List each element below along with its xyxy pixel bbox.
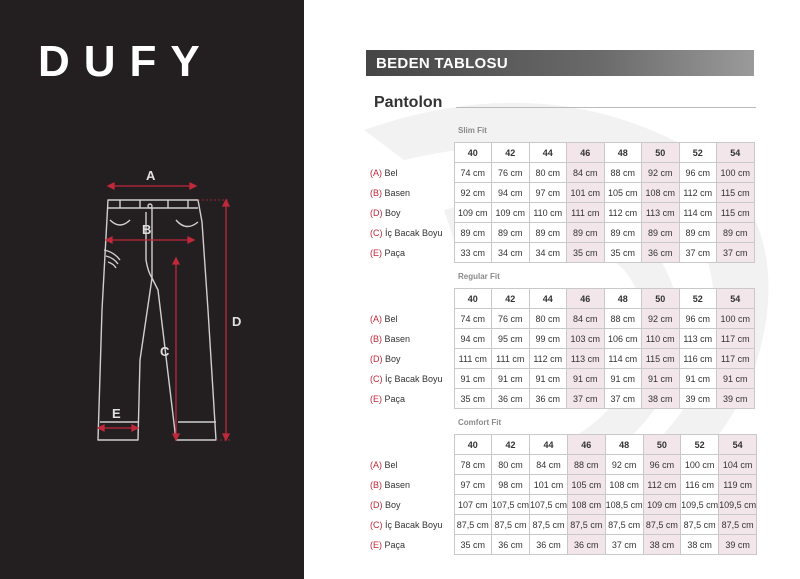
measure-key: (A) [370,167,382,178]
table-cell: 109,5 cm [719,495,757,515]
table-cell: 36 cm [530,535,568,555]
table-cell: 91 cm [604,369,642,389]
table-cell: 88 cm [604,309,642,329]
size-header-cell: 50 [642,143,680,163]
table-cell: 80 cm [529,309,567,329]
table-cell: 34 cm [492,243,530,263]
size-header-cell: 48 [604,289,642,309]
table-cell: 116 cm [681,475,719,495]
label-a: A [146,168,156,183]
label-d: D [232,314,242,329]
measure-key: (B) [370,479,382,490]
size-header-cell: 46 [568,435,606,455]
measure-label [366,495,454,515]
table-cell: 92 cm [642,309,680,329]
table-cell: 97 cm [529,183,567,203]
table-cell: 94 cm [454,329,492,349]
table-row [366,243,754,263]
measure-name: Paça [384,393,406,404]
table-row [366,389,754,409]
table-row [366,329,754,349]
left-panel [0,0,304,579]
table-cell: 107 cm [454,495,492,515]
size-header-cell: 46 [567,143,605,163]
table-cell: 109,5 cm [681,495,719,515]
table-cell: 89 cm [529,223,567,243]
table-cell: 39 cm [719,535,757,555]
header-corner [366,435,454,455]
table-cell: 35 cm [454,535,492,555]
size-header-cell: 50 [642,289,680,309]
table-cell: 113 cm [679,329,717,349]
table-cell: 112 cm [604,203,642,223]
page-title: BEDEN TABLOSU [376,55,508,72]
table-row [366,163,754,183]
size-header-cell: 44 [529,289,567,309]
measure-label [366,455,454,475]
table-cell: 84 cm [530,455,568,475]
table-cell: 113 cm [567,349,605,369]
size-header-cell: 48 [604,143,642,163]
table-cell: 108 cm [568,495,606,515]
table-cell: 103 cm [567,329,605,349]
table-cell: 38 cm [681,535,719,555]
table-cell: 80 cm [529,163,567,183]
measure-label [366,535,454,555]
measure-name: Basen [384,333,411,344]
table-cell: 108 cm [642,183,680,203]
table-cell: 110 cm [529,203,567,223]
table-cell: 91 cm [567,369,605,389]
measure-name: Bel [384,459,398,470]
measure-key: (D) [370,499,383,510]
header-corner [366,143,454,163]
table-cell: 34 cm [529,243,567,263]
table-cell: 89 cm [642,223,680,243]
table-row [366,309,754,329]
table-cell: 89 cm [454,223,492,243]
table-cell: 109 cm [643,495,681,515]
table-cell: 39 cm [679,389,717,409]
table-cell: 36 cm [568,535,606,555]
size-chart-area [304,0,800,579]
size-header-row [366,289,754,309]
table-cell: 36 cm [642,243,680,263]
table-cell: 84 cm [567,309,605,329]
measure-label [366,475,454,495]
size-table [366,142,755,263]
table-cell: 115 cm [717,203,755,223]
size-header-cell: 48 [605,435,643,455]
measure-name: Bel [384,313,398,324]
trousers-outline-icon [98,200,216,440]
table-cell: 107,5 cm [492,495,530,515]
table-cell: 89 cm [604,223,642,243]
table-cell: 87,5 cm [530,515,568,535]
brand-logo: DUFY [38,37,214,86]
fit-label: Slim Fit [458,126,487,135]
table-cell: 96 cm [643,455,681,475]
table-cell: 91 cm [492,369,530,389]
table-cell: 94 cm [492,183,530,203]
label-e: E [112,406,121,421]
size-header-cell: 40 [454,143,492,163]
table-cell: 88 cm [604,163,642,183]
table-cell: 87,5 cm [719,515,757,535]
size-header-cell: 42 [492,143,530,163]
table-cell: 87,5 cm [454,515,492,535]
fit-label: Regular Fit [458,272,500,281]
table-cell: 87,5 cm [605,515,643,535]
table-row [366,495,757,515]
table-cell: 89 cm [492,223,530,243]
measure-label [366,349,454,369]
size-header-cell: 44 [529,143,567,163]
table-row [366,369,754,389]
table-cell: 97 cm [454,475,492,495]
table-cell: 36 cm [492,389,530,409]
table-cell: 92 cm [605,455,643,475]
table-cell: 106 cm [604,329,642,349]
table-cell: 92 cm [454,183,492,203]
measure-name: İç Bacak Boyu [385,519,443,530]
table-cell: 109 cm [454,203,492,223]
table-row [366,535,757,555]
table-cell: 116 cm [679,349,717,369]
title-bar [366,50,754,76]
table-cell: 87,5 cm [492,515,530,535]
size-header-cell: 52 [681,435,719,455]
size-header-cell: 54 [719,435,757,455]
table-cell: 101 cm [567,183,605,203]
table-cell: 74 cm [454,163,492,183]
table-cell: 105 cm [568,475,606,495]
size-header-cell: 50 [643,435,681,455]
measure-key: (C) [370,519,383,530]
size-header-row [366,435,757,455]
table-cell: 111 cm [492,349,530,369]
size-table [366,434,757,555]
subtitle-divider [456,107,756,108]
table-row [366,455,757,475]
table-cell: 35 cm [604,243,642,263]
table-cell: 76 cm [492,309,530,329]
size-header-cell: 46 [567,289,605,309]
table-cell: 96 cm [679,163,717,183]
measure-name: Paça [384,539,406,550]
size-header-cell: 54 [717,289,755,309]
measure-key: (E) [370,539,382,550]
table-row [366,223,754,243]
measure-key: (C) [370,373,383,384]
measure-label [366,309,454,329]
measure-name: İç Bacak Boyu [385,373,443,384]
table-cell: 112 cm [643,475,681,495]
measure-key: (A) [370,313,382,324]
table-cell: 38 cm [642,389,680,409]
table-cell: 87,5 cm [681,515,719,535]
measure-key: (E) [370,393,382,404]
header-corner [366,289,454,309]
table-cell: 84 cm [567,163,605,183]
measure-key: (D) [370,353,383,364]
table-cell: 100 cm [717,309,755,329]
table-cell: 35 cm [567,243,605,263]
table-cell: 104 cm [719,455,757,475]
table-row [366,183,754,203]
table-cell: 100 cm [717,163,755,183]
size-header-row [366,143,754,163]
table-cell: 109 cm [492,203,530,223]
table-cell: 36 cm [492,535,530,555]
table-cell: 76 cm [492,163,530,183]
measure-key: (D) [370,207,383,218]
size-header-cell: 40 [454,289,492,309]
size-header-cell: 54 [717,143,755,163]
trousers-diagram [80,160,280,460]
measure-name: İç Bacak Boyu [385,227,443,238]
table-cell: 87,5 cm [568,515,606,535]
measure-key: (A) [370,459,382,470]
table-cell: 80 cm [492,455,530,475]
size-header-cell: 52 [679,143,717,163]
measure-key: (B) [370,187,382,198]
measure-name: Boy [385,353,401,364]
measure-label [366,515,454,535]
table-cell: 117 cm [717,349,755,369]
table-cell: 91 cm [642,369,680,389]
table-row [366,203,754,223]
table-cell: 107,5 cm [530,495,568,515]
table-cell: 39 cm [717,389,755,409]
table-row [366,475,757,495]
table-cell: 38 cm [643,535,681,555]
table-cell: 114 cm [604,349,642,369]
table-cell: 96 cm [679,309,717,329]
measure-label [366,329,454,349]
table-cell: 37 cm [605,535,643,555]
table-cell: 114 cm [679,203,717,223]
measure-name: Basen [384,479,411,490]
table-cell: 95 cm [492,329,530,349]
size-table [366,288,755,409]
size-header-cell: 42 [492,289,530,309]
table-cell: 108 cm [605,475,643,495]
measure-name: Boy [385,207,401,218]
table-cell: 74 cm [454,309,492,329]
table-cell: 112 cm [679,183,717,203]
table-cell: 111 cm [567,203,605,223]
measure-label [366,243,454,263]
measure-key: (B) [370,333,382,344]
table-cell: 87,5 cm [643,515,681,535]
table-cell: 112 cm [529,349,567,369]
table-cell: 37 cm [567,389,605,409]
table-cell: 91 cm [717,369,755,389]
measure-label [366,223,454,243]
measure-label [366,389,454,409]
size-header-cell: 52 [679,289,717,309]
table-cell: 37 cm [604,389,642,409]
table-cell: 110 cm [642,329,680,349]
table-row [366,515,757,535]
table-cell: 99 cm [529,329,567,349]
measure-label [366,163,454,183]
measure-name: Basen [384,187,411,198]
measure-name: Boy [385,499,401,510]
table-cell: 35 cm [454,389,492,409]
table-cell: 111 cm [454,349,492,369]
table-cell: 78 cm [454,455,492,475]
fit-label: Comfort Fit [458,418,502,427]
table-cell: 119 cm [719,475,757,495]
table-cell: 115 cm [717,183,755,203]
table-cell: 105 cm [604,183,642,203]
table-cell: 108,5 cm [605,495,643,515]
table-cell: 91 cm [529,369,567,389]
table-cell: 37 cm [679,243,717,263]
product-subtitle: Pantolon [374,94,443,111]
measure-label [366,183,454,203]
table-cell: 92 cm [642,163,680,183]
table-cell: 91 cm [679,369,717,389]
label-b: B [142,222,152,237]
table-cell: 98 cm [492,475,530,495]
label-c: C [160,344,170,359]
table-cell: 37 cm [717,243,755,263]
table-cell: 117 cm [717,329,755,349]
table-cell: 91 cm [454,369,492,389]
size-header-cell: 40 [454,435,492,455]
table-cell: 89 cm [679,223,717,243]
measure-name: Bel [384,167,398,178]
measure-key: (C) [370,227,383,238]
measure-label [366,203,454,223]
table-cell: 101 cm [530,475,568,495]
table-cell: 113 cm [642,203,680,223]
measure-key: (E) [370,247,382,258]
table-cell: 88 cm [568,455,606,475]
table-cell: 115 cm [642,349,680,369]
table-cell: 89 cm [717,223,755,243]
table-cell: 89 cm [567,223,605,243]
table-row [366,349,754,369]
table-cell: 33 cm [454,243,492,263]
table-cell: 36 cm [529,389,567,409]
size-header-cell: 42 [492,435,530,455]
measure-label [366,369,454,389]
table-cell: 100 cm [681,455,719,475]
measure-name: Paça [384,247,406,258]
size-header-cell: 44 [530,435,568,455]
